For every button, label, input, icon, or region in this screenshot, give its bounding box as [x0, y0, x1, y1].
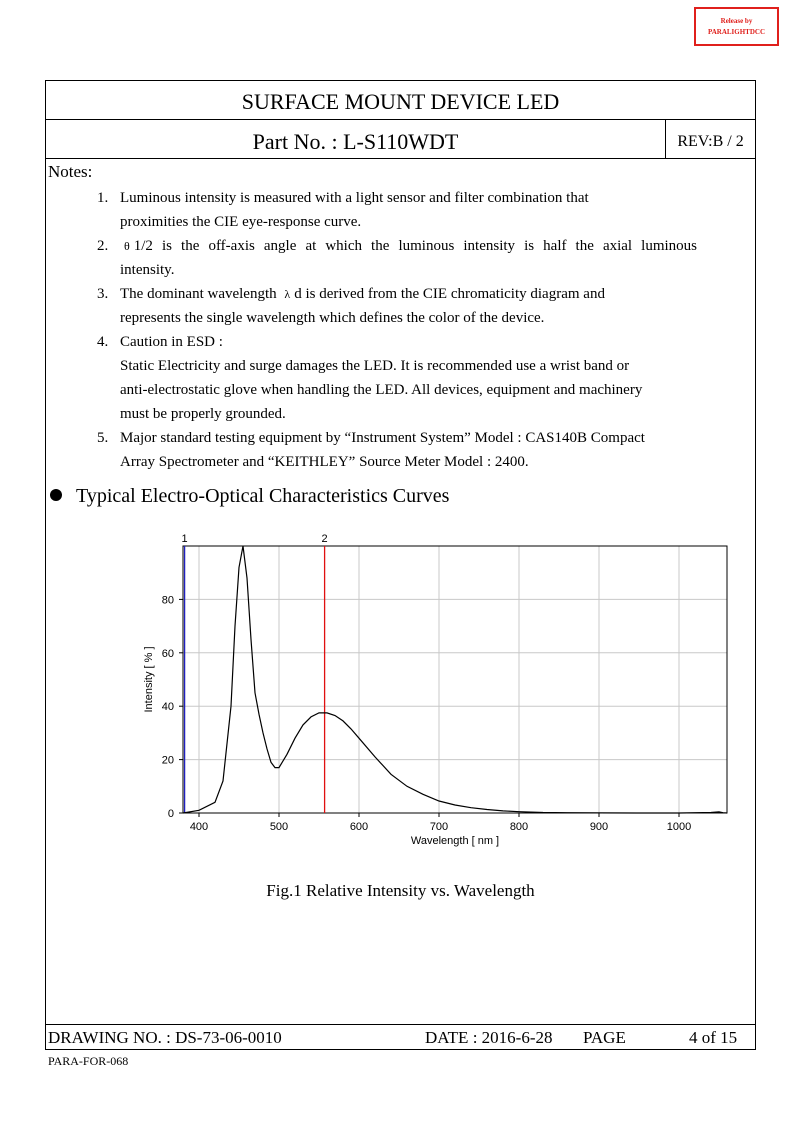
note-line: Major standard testing equipment by “Instrument System” Model : CAS140B Compact [120, 430, 645, 446]
note-line: Caution in ESD : [120, 334, 223, 350]
y-tick-label: 20 [161, 754, 174, 767]
y-tick-label: 80 [161, 594, 174, 607]
y-tick-label: 40 [161, 701, 174, 714]
note-line: proximities the CIE eye-response curve. [120, 214, 362, 230]
chart-grid [183, 546, 727, 813]
document-date: DATE : 2016-6-28 [425, 1028, 553, 1047]
note-line: represents the single wavelength which defines the color of the device. [120, 310, 545, 326]
figure-caption: Fig.1 Relative Intensity vs. Wavelength [266, 881, 535, 900]
plot-area [183, 546, 727, 813]
note-line: Static Electricity and surge damages the LED. It is recommended use a wrist band or [120, 358, 630, 374]
note-line: intensity. [120, 262, 175, 278]
intensity-curve [183, 546, 727, 813]
note-number: 4. [97, 334, 109, 350]
footer [46, 1024, 755, 1049]
notes-list [46, 186, 755, 474]
lambda-symbol: λ [284, 287, 291, 301]
x-tick-label: 1000 [666, 821, 692, 833]
section-heading: Typical Electro-Optical Characteristics Curves [50, 485, 449, 508]
bullet-icon [50, 489, 62, 501]
x-tick-label: 800 [509, 821, 529, 833]
x-tick-label: 600 [349, 821, 369, 833]
note-line: The dominant wavelength λ d is derived from the CIE chromaticity diagram and [120, 286, 605, 302]
form-number: PARA-FOR-068 [48, 1054, 129, 1068]
x-tick-label: 400 [189, 821, 209, 833]
y-tick-label: 0 [167, 808, 174, 820]
notes-heading: Notes: [48, 162, 93, 181]
part-row [46, 120, 755, 159]
note-4 [46, 330, 755, 426]
note-2 [46, 234, 755, 282]
stamp-line-1: Release by [720, 17, 753, 25]
page-number: 4 of 15 [689, 1028, 738, 1047]
document-frame [45, 80, 756, 1050]
spectrum-chart-svg [90, 526, 740, 886]
revision: REV:B / 2 [665, 120, 755, 158]
note-number: 3. [97, 286, 109, 302]
note-5 [46, 426, 755, 474]
x-tick-label: 700 [429, 821, 449, 833]
stamp-line-2: PARALIGHTDCC [707, 28, 766, 36]
y-axis-label: Intensity [ % ] [143, 646, 155, 713]
marker-label: 1 [181, 533, 188, 545]
note-line: must be properly grounded. [120, 406, 286, 422]
note-number: 2. [97, 238, 109, 254]
axis-ticks [162, 594, 691, 833]
note-1 [46, 186, 755, 234]
note-number: 5. [97, 430, 109, 446]
drawing-number: DRAWING NO. : DS-73-06-0010 [48, 1028, 282, 1047]
note-3 [46, 282, 755, 330]
marker-lines [182, 533, 328, 813]
note-line: θ 1/2 is the off-axis angle at which the luminous intensity is half the axial luminous [120, 234, 697, 258]
note-number: 1. [97, 190, 109, 206]
note-line: anti-electrostatic glove when handling the LED. All devices, equipment and machinery [120, 382, 643, 398]
theta-symbol: θ [124, 239, 130, 253]
document-title: SURFACE MOUNT DEVICE LED [46, 81, 755, 120]
note-line: Luminous intensity is measured with a light sensor and filter combination that [120, 190, 589, 206]
part-number: Part No. : L-S110WDT [252, 129, 459, 154]
note-line: Array Spectrometer and “KEITHLEY” Source Meter Model : 2400. [120, 454, 529, 470]
x-tick-label: 900 [589, 821, 609, 833]
page-label: PAGE [583, 1028, 626, 1047]
spectrum-chart [90, 526, 740, 891]
marker-label: 2 [321, 533, 328, 545]
x-axis-label: Wavelength [ nm ] [410, 835, 500, 847]
y-tick-label: 60 [161, 647, 174, 660]
release-stamp [694, 7, 779, 46]
x-tick-label: 500 [269, 821, 289, 833]
